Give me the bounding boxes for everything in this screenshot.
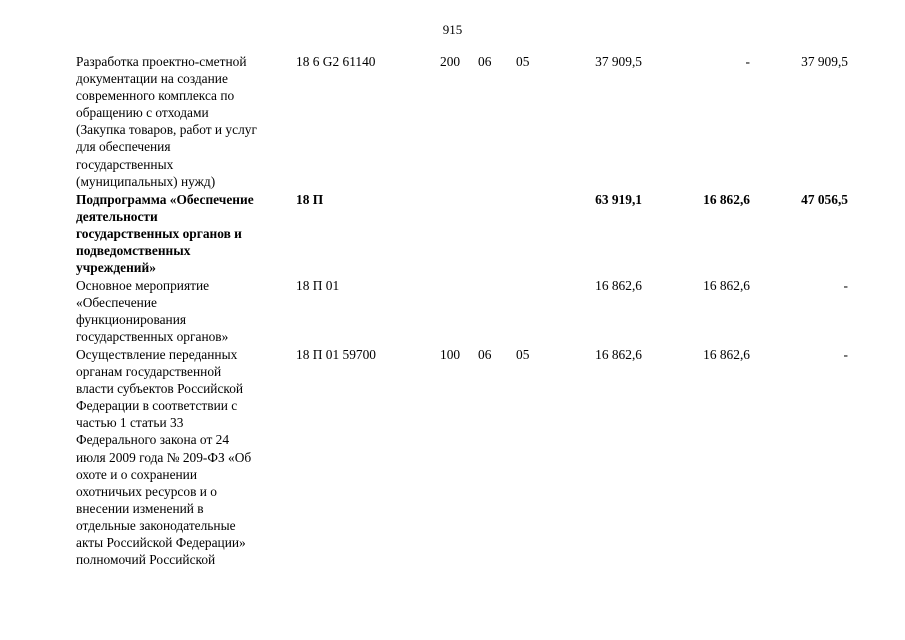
row-code: 18 П 01 59700: [296, 347, 376, 362]
name-line: Основное мероприятие: [76, 278, 210, 293]
row-total: 16 862,6: [595, 278, 642, 293]
row-total: 63 919,1: [595, 192, 642, 207]
name-line: охотничьих ресурсов и о: [76, 483, 217, 499]
name-line: (Закупка товаров, работ и услуг: [76, 122, 257, 138]
name-line: полномочий Российской: [76, 552, 216, 568]
name-line: документации на создание: [76, 71, 228, 87]
row-total: 37 909,5: [595, 54, 642, 69]
name-line: охоте и о сохранении: [76, 466, 198, 482]
name-line: органам государственной: [76, 364, 222, 380]
row-code: 18 П 01: [296, 278, 340, 293]
row-federal: -: [745, 54, 750, 69]
name-line: акты Российской Федерации»: [76, 535, 246, 551]
row-regional: 37 909,5: [801, 54, 848, 69]
name-line: деятельности: [76, 209, 158, 225]
name-line: учреждений»: [76, 260, 156, 276]
name-line: внесении изменений в: [76, 500, 204, 516]
row-name: [76, 277, 288, 345]
name-line: (муниципальных) нужд): [76, 173, 216, 189]
row-federal: 16 862,6: [703, 347, 750, 362]
name-line: Федерации в соответствии с: [76, 398, 238, 414]
row-regional: -: [843, 278, 848, 293]
name-line: Подпрограмма «Обеспечение: [76, 192, 254, 207]
row-name: [76, 191, 288, 276]
row-name: [76, 346, 288, 568]
name-line: Федерального закона от 24: [76, 432, 230, 448]
name-line: отдельные законодательные: [76, 517, 236, 533]
row-federal: 16 862,6: [703, 278, 750, 293]
name-line: Разработка проектно-сметной: [76, 54, 247, 69]
row-regional: -: [843, 347, 848, 362]
name-line: «Обеспечение: [76, 295, 157, 311]
name-line: для обеспечения: [76, 139, 171, 155]
name-line: государственных органов»: [76, 329, 229, 345]
row-code: 18 П: [296, 192, 324, 207]
page-number: 915: [442, 22, 463, 37]
row-vr: 200: [440, 54, 461, 69]
row-vr: 100: [440, 347, 461, 362]
name-line: власти субъектов Российской: [76, 381, 244, 397]
name-line: обращению с отходами: [76, 105, 209, 121]
row-regional: 47 056,5: [801, 192, 848, 207]
row-code: 18 6 G2 61140: [296, 54, 376, 69]
row-rz: 06: [478, 347, 492, 362]
row-total: 16 862,6: [595, 347, 642, 362]
name-line: подведомственных: [76, 243, 191, 259]
name-line: Осуществление переданных: [76, 347, 238, 362]
name-line: частью 1 статьи 33: [76, 415, 184, 431]
row-federal: 16 862,6: [703, 192, 750, 207]
row-name: [76, 53, 288, 190]
name-line: июля 2009 года № 209-ФЗ «Об: [76, 449, 252, 465]
name-line: государственных: [76, 156, 174, 172]
row-rz: 06: [478, 54, 492, 69]
name-line: функционирования: [76, 312, 187, 328]
name-line: государственных органов и: [76, 226, 242, 242]
name-line: современного комплекса по: [76, 88, 235, 104]
row-pr: 05: [516, 54, 530, 69]
row-pr: 05: [516, 347, 530, 362]
